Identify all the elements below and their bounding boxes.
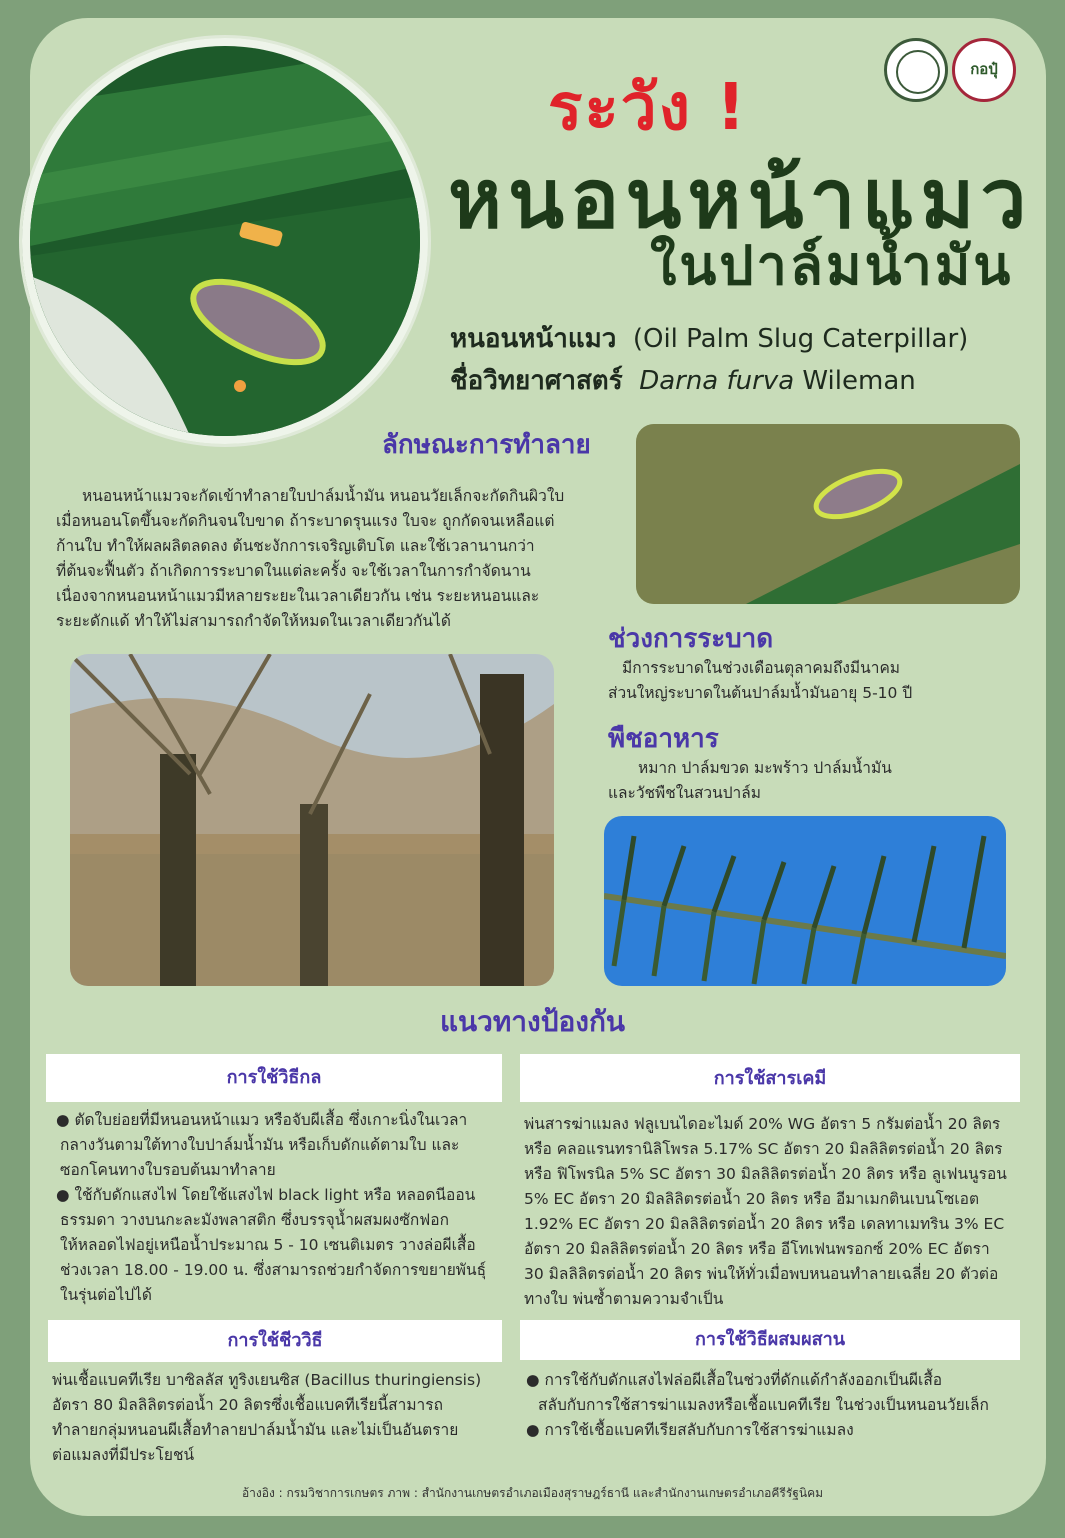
biological-method-text [52,1368,522,1468]
integrated-line: ● การใช้กับดักแสงไฟล่อผีเสื้อในช่วงที่ดักแด้กำลังออกเป็นผีเสื้อ [526,1371,943,1389]
department-seal-icon [884,38,948,102]
chemical-line: พ่นสารฆ่าแมลง ฟลูเบนไดอะไมด์ 20% WG อัตรา 5 กรัมต่อน้ำ 20 ลิตร [524,1115,1001,1133]
damaged-palms-photo [70,654,554,986]
outbreak-line: ส่วนใหญ่ระบาดในต้นปาล์มน้ำมันอายุ 5-10 ปี [608,684,913,702]
host-plants-text [608,756,1028,806]
common-name-english: (Oil Palm Slug Caterpillar) [632,324,969,354]
mechanical-line: ให้หลอดไฟอยู่เหนือน้ำประมาณ 5 - 10 เซนติเมตร วางล่อผีเสื้อ [60,1236,476,1254]
chemical-line: หรือ คลอแรนทรานิลิโพรล 5.17% SC อัตรา 20 มิลลิลิตรต่อน้ำ 20 ลิตร [524,1140,1003,1158]
scientific-name-line [450,360,916,401]
host-line: และวัชพืชในสวนปาล์ม [608,784,761,802]
doae-logo-icon: กอปุ๋ [952,38,1016,102]
mechanical-line: ● ใช้กับดักแสงไฟ โดยใช้แสงไฟ black light หรือ หลอดนีออน [56,1186,476,1204]
mechanical-method-text [56,1108,516,1308]
mechanical-line: ธรรมดา วางบนกะละมังพลาสติก ซึ่งบรรจุน้ำผสมผงซักฟอก [60,1211,449,1229]
common-name-label: หนอนหน้าแมว [450,324,617,354]
common-name-line [450,318,968,359]
reference-footer: อ้างอิง : กรมวิชาการเกษตร ภาพ : สำนักงานเกษตรอำเภอเมืองสุราษฎร์ธานี และสำนักงานเกษตรอำเภอคีรีรัฐนิคม [241,1486,824,1500]
biological-line: พ่นเชื้อแบคทีเรีย บาซิลลัส ทูริงเยนซิส (Bacillus thuringiensis) [52,1371,482,1389]
main-title: หนอนหน้าแมว [448,152,1033,247]
outbreak-text [608,656,1028,706]
mechanical-line: ซอกโคนทางใบรอบต้นมาทำลาย [60,1161,276,1179]
damage-line: ที่ต้นจะฟื้นตัว ถ้าเกิดการระบาดในแต่ละครั้ง จะใช้เวลาในการกำจัดนาน [56,562,531,580]
chemical-line: อัตรา 20 มิลลิลิตรต่อน้ำ 20 ลิตร หรือ อีโทเฟนพรอกซ์ 20% EC อัตรา [524,1240,990,1258]
damage-line: ก้านใบ ทำให้ผลผลิตลดลง ต้นชะงักการเจริญเติบโต และใช้เวลานานกว่า [56,537,535,555]
warning-title: ระวัง ! [548,71,748,145]
chemical-method-title: การใช้สารเคมี [520,1054,1020,1102]
damage-heading: ลักษณะการทำลาย [382,430,591,460]
chemical-method-text [524,1112,1036,1312]
chemical-line: ทางใบ พ่นซ้ำตามความจำเป็น [524,1290,724,1308]
mechanical-method-title: การใช้วิธีกล [46,1054,502,1102]
host-line: หมาก ปาล์มขวด มะพร้าว ปาล์มน้ำมัน [638,759,892,777]
damage-line: เมื่อหนอนโตขึ้นจะกัดกินจนใบขาด ถ้าระบาดรุนแรง ใบจะ ถูกกัดจนเหลือแต่ [56,512,555,530]
mechanical-line: กลางวันตามใต้ทางใบปาล์มน้ำมัน หรือเก็บดักแด้ตามใบ และ [60,1136,460,1154]
damage-text [56,484,616,634]
biological-line: ทำลายกลุ่มหนอนผีเสื้อทำลายปาล์มน้ำมัน และไม่เป็นอันตราย [52,1421,459,1439]
caterpillar-closeup-photo [22,38,428,444]
chemical-line: 5% EC อัตรา 20 มิลลิลิตรต่อน้ำ 20 ลิตร หรือ อีมาเมกตินเบนโซเอต [524,1190,980,1208]
host-plants-heading: พืชอาหาร [608,724,719,754]
biological-method-title: การใช้ชีววิธี [48,1320,502,1362]
integrated-line: สลับกับการใช้สารฆ่าแมลงหรือเชื้อแบคทีเรีย ในช่วงเป็นหนอนวัยเล็ก [538,1396,989,1414]
damage-line: หนอนหน้าแมวจะกัดเข้าทำลายใบปาล์มน้ำมัน หนอนวัยเล็กจะกัดกินผิวใบ [82,487,565,505]
damage-line: เนื่องจากหนอนหน้าแมวมีหลายระยะในเวลาเดียวกัน เช่น ระยะหนอนและ [56,587,540,605]
integrated-method-text [526,1368,1026,1443]
sub-title: ในปาล์มน้ำมัน [650,234,1014,297]
caterpillar-leaf-photo [636,424,1020,604]
mechanical-line: ● ตัดใบย่อยที่มีหนอนหน้าแมว หรือจับผีเสื้อ ซึ่งเกาะนิ่งในเวลา [56,1111,468,1129]
outbreak-heading: ช่วงการระบาด [608,624,774,654]
biological-line: อัตรา 80 มิลลิลิตรต่อน้ำ 20 ลิตรซึ่งเชื้อแบคทีเรียนี้สามารถ [52,1396,443,1414]
biological-line: ต่อแมลงที่มีประโยชน์ [52,1446,195,1464]
integrated-line: ● การใช้เชื้อแบคทีเรียสลับกับการใช้สารฆ่าแมลง [526,1421,854,1439]
scientific-name-label: ชื่อวิทยาศาสตร์ [450,366,623,396]
chemical-line: 30 มิลลิลิตรต่อน้ำ 20 ลิตร พ่นให้ทั่วเมื่อพบหนอนทำลายเฉลี่ย 20 ตัวต่อ [524,1265,999,1283]
chemical-line: 1.92% EC อัตรา 20 มิลลิลิตรต่อน้ำ 20 ลิตร หรือ เดลทาเมทริน 3% EC [524,1215,1005,1233]
damage-line: ระยะดักแด้ ทำให้ไม่สามารถกำจัดให้หมดในเวลาเดียวกันได้ [56,612,451,630]
scientific-name: Darna furva [639,366,795,396]
integrated-method-title: การใช้วิธีผสมผสาน [520,1320,1020,1360]
scientific-author: Wileman [802,366,916,396]
prevention-heading: แนวทางป้องกัน [439,1005,626,1038]
palm-frond-photo [604,816,1006,986]
outbreak-line: มีการระบาดในช่วงเดือนตุลาคมถึงมีนาคม [622,659,901,677]
mechanical-line: ในรุ่นต่อไปได้ [60,1286,152,1304]
chemical-line: หรือ ฟิโพรนิล 5% SC อัตรา 30 มิลลิลิตรต่อน้ำ 20 ลิตร หรือ ลูเฟนนูรอน [524,1165,1007,1183]
mechanical-line: ช่วงเวลา 18.00 - 19.00 น. ซึ่งสามารถช่วยกำจัดการขยายพันธุ์ [60,1261,487,1279]
